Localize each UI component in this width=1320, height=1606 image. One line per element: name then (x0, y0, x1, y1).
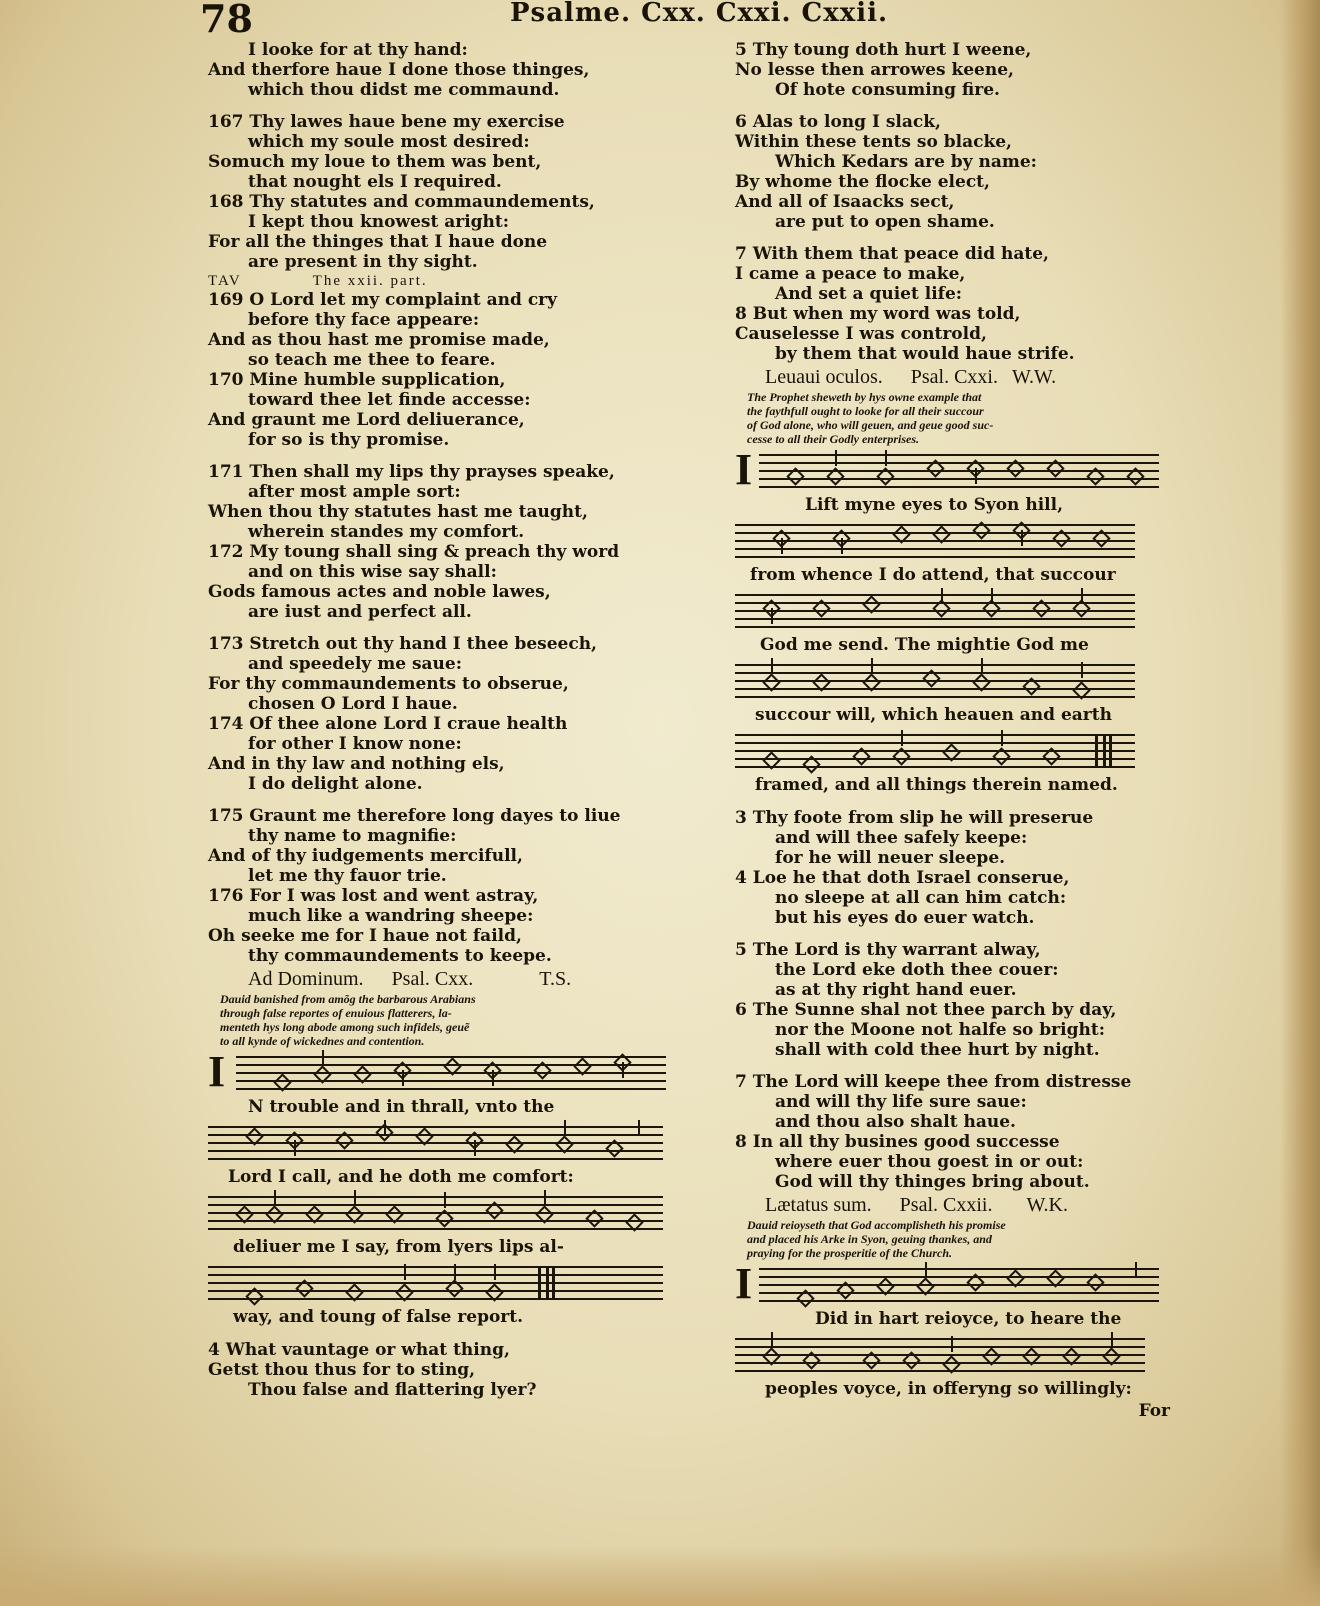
verse-172: 172 My toung shall sing & preach thy word (208, 542, 620, 562)
staff-lines (759, 454, 1159, 488)
lyric-line: deliuer me I say, from lyers lips al- (233, 1237, 564, 1257)
psalm-122-heading (735, 1192, 1170, 1218)
verse-7b: 7 The Lord will keepe thee from distresse (735, 1072, 1132, 1092)
verse-173: 173 Stretch out thy hand I thee beseech, (208, 634, 597, 654)
verse-line: are put to open shame. (775, 212, 995, 232)
argument-line: Dauid banished from amõg the barbarous Arabians (220, 992, 476, 1006)
verse-169: 169 O Lord let my complaint and cry (208, 290, 558, 310)
verse-line: Of hote consuming fire. (775, 80, 1000, 100)
verse-line: thy commaundements to keepe. (248, 946, 552, 966)
music-staff (208, 1047, 678, 1096)
verse-line: For thy commaundements to obserue, (208, 674, 569, 694)
verse-line: By whome the flocke elect, (735, 172, 990, 192)
catchword: For (1138, 1401, 1170, 1421)
verse-line: for so is thy promise. (248, 430, 450, 450)
verse-line: I came a peace to make, (735, 264, 966, 284)
psalm-author: T.S. (539, 968, 572, 990)
verse-175: 175 Graunt me therefore long dayes to liue (208, 806, 621, 826)
staff-lines (735, 664, 1135, 698)
psalm-title: Ad Dominum. (248, 968, 364, 990)
verse-7: 7 With them that peace did hate, (735, 244, 1049, 264)
staff-lines (759, 1268, 1159, 1302)
page-number: 78 (200, 0, 253, 41)
left-column (208, 40, 678, 1400)
verse-line: And of thy iudgements mercifull, (208, 846, 523, 866)
music-staff (735, 730, 1170, 772)
verse-8: 8 But when my word was told, (735, 304, 1021, 324)
lyric-line: framed, and all things therein named. (755, 775, 1118, 795)
argument-line: the faythfull ought to looke for all their succour (747, 404, 984, 418)
music-staff (735, 1259, 1170, 1308)
argument-line: of God alone, who will geuen, and geue good suc- (747, 418, 994, 432)
verse-line: by them that would haue strife. (775, 344, 1075, 364)
staff-lines (208, 1126, 663, 1160)
verse-line: Getst thou thus for to sting, (208, 1360, 476, 1380)
part-heading (208, 272, 678, 290)
psalm-argument (735, 1218, 1170, 1260)
verse-line: and speedely me saue: (248, 654, 462, 674)
verse-line: much like a wandring sheepe: (248, 906, 534, 926)
verse-line: as at thy right hand euer. (775, 980, 1017, 1000)
argument-line: The Prophet sheweth by hys owne example that (747, 390, 982, 404)
verse-4: 4 What vauntage or what thing, (208, 1340, 510, 1360)
lyric-line: Did in hart reioyce, to heare the (815, 1309, 1122, 1329)
verse-line: And in thy law and nothing els, (208, 754, 505, 774)
verse-line: the Lord eke doth thee couer: (775, 960, 1059, 980)
running-head: Psalme. Cxx. Cxxi. Cxxii. (510, 0, 889, 28)
staff-lines (208, 1196, 663, 1230)
verse-line: And graunt me Lord deliuerance, (208, 410, 525, 430)
verse-line: nor the Moone not halfe so bright: (775, 1020, 1105, 1040)
page-header (190, 0, 970, 41)
music-staff (208, 1262, 678, 1304)
music-staff (735, 660, 1170, 702)
staff-lines (735, 1338, 1145, 1372)
verse-line: are iust and perfect all. (248, 602, 472, 622)
lyric-line: way, and toung of false report. (233, 1307, 524, 1327)
lyric-line: Lord I call, and he doth me comfort: (228, 1167, 574, 1187)
lyric-line: N trouble and in thrall, vnto the (248, 1097, 555, 1117)
verse-174: 174 Of thee alone Lord I craue health (208, 714, 568, 734)
lyric-line: from whence I do attend, that succour (750, 565, 1116, 585)
verse-line: I looke for at thy hand: (248, 40, 468, 60)
verse-line: and will thy life sure saue: (775, 1092, 1027, 1112)
verse-line: When thou thy statutes hast me taught, (208, 502, 588, 522)
verse-line: wherein standes my comfort. (248, 522, 525, 542)
verse-4: 4 Loe he that doth Israel conserue, (735, 868, 1070, 888)
drop-initial: I (208, 1047, 226, 1096)
verse-line: And as thou hast me promise made, (208, 330, 550, 350)
psalm-title: Leuaui oculos. (765, 366, 883, 388)
verse-line: I do delight alone. (248, 774, 423, 794)
verse-line: so teach me thee to feare. (248, 350, 496, 370)
verse-line: chosen O Lord I haue. (248, 694, 458, 714)
psalm-author: W.W. (1012, 366, 1057, 388)
argument-line: praying for the prosperitie of the Church. (747, 1246, 953, 1260)
verse-8b: 8 In all thy busines good successe (735, 1132, 1060, 1152)
psalm-121-heading (735, 364, 1170, 390)
verse-line: no sleepe at all can him catch: (775, 888, 1067, 908)
verse-line: that nought els I required. (248, 172, 502, 192)
verse-171: 171 Then shall my lips thy prayses speake, (208, 462, 615, 482)
verse-6b: 6 The Sunne shal not thee parch by day, (735, 1000, 1117, 1020)
argument-line: menteth hys long abode among such infidels, geuẽ (220, 1020, 470, 1034)
verse-line: before thy face appeare: (248, 310, 480, 330)
verse-line: where euer thou goest in or out: (775, 1152, 1084, 1172)
page-edge-bottom (0, 1546, 1320, 1606)
part-label: TAV (208, 273, 242, 289)
verse-line: and thou also shalt haue. (775, 1112, 1016, 1132)
psalm-120-heading (208, 966, 678, 992)
lyric-line: God me send. The mightie God me (760, 635, 1089, 655)
verse-line: No lesse then arrowes keene, (735, 60, 1014, 80)
verse-line: Causelesse I was controld, (735, 324, 987, 344)
music-staff (208, 1192, 678, 1234)
argument-line: Dauid reioyseth that God accomplisheth his promise (747, 1218, 1006, 1232)
verse-line: Which Kedars are by name: (775, 152, 1037, 172)
verse-line: And all of Isaacks sect, (735, 192, 955, 212)
verse-line: Somuch my loue to them was bent, (208, 152, 542, 172)
verse-line: let me thy fauor trie. (248, 866, 447, 886)
verse-line: toward thee let finde accesse: (248, 390, 531, 410)
verse-176: 176 For I was lost and went astray, (208, 886, 539, 906)
psalm-title: Lætatus sum. (765, 1194, 872, 1216)
argument-line: to all kynde of wickednes and contention. (220, 1034, 425, 1048)
music-staff (735, 1334, 1170, 1376)
argument-line: cesse to all their Godly enterprises. (747, 432, 919, 446)
psalm-argument (208, 992, 678, 1048)
verse-line: for other I know none: (248, 734, 462, 754)
psalm-ref: Psal. Cxxii. (899, 1194, 993, 1216)
music-staff (735, 590, 1170, 632)
verse-167: 167 Thy lawes haue bene my exercise (208, 112, 565, 132)
right-column (735, 40, 1170, 1422)
verse-line: I kept thou knowest aright: (248, 212, 510, 232)
verse-3: 3 Thy foote from slip he will preserue (735, 808, 1094, 828)
verse-line: Gods famous actes and noble lawes, (208, 582, 551, 602)
verse-line: Oh seeke me for I haue not faild, (208, 926, 522, 946)
verse-line: but his eyes do euer watch. (775, 908, 1035, 928)
verse-line: and on this wise say shall: (248, 562, 497, 582)
verse-line: shall with cold thee hurt by night. (775, 1040, 1100, 1060)
verse-line: thy name to magnifie: (248, 826, 457, 846)
verse-170: 170 Mine humble supplication, (208, 370, 506, 390)
verse-168: 168 Thy statutes and commaundements, (208, 192, 595, 212)
verse-5: 5 Thy toung doth hurt I weene, (735, 40, 1032, 60)
verse-line: and will thee safely keepe: (775, 828, 1028, 848)
psalm-argument (735, 390, 1170, 446)
lyric-line: Lift myne eyes to Syon hill, (805, 495, 1063, 515)
staff-lines (236, 1056, 666, 1090)
part-title: The xxii. part. (312, 273, 428, 289)
verse-line: And therfore haue I done those thinges, (208, 60, 590, 80)
verse-line: Within these tents so blacke, (735, 132, 1012, 152)
page-edge-right (1280, 0, 1320, 1606)
psalm-ref: Psal. Cxx. (391, 968, 474, 990)
lyric-line: succour will, which heauen and earth (755, 705, 1112, 725)
verse-line: Thou false and flattering lyer? (248, 1380, 537, 1400)
verse-5b: 5 The Lord is thy warrant alway, (735, 940, 1041, 960)
staff-lines (735, 594, 1135, 628)
staff-lines (735, 734, 1135, 768)
music-staff (735, 520, 1170, 562)
staff-lines (208, 1266, 663, 1300)
verse-line: which thou didst me commaund. (248, 80, 560, 100)
verse-line: are present in thy sight. (248, 252, 478, 272)
argument-line: through false reportes of enuious flatterers, la- (220, 1006, 452, 1020)
psalm-author: W.K. (1026, 1194, 1068, 1216)
music-staff (208, 1122, 678, 1164)
lyric-line: peoples voyce, in offeryng so willingly: (765, 1379, 1132, 1399)
verse-6: 6 Alas to long I slack, (735, 112, 941, 132)
verse-line: for he will neuer sleepe. (775, 848, 1006, 868)
drop-initial: I (735, 1259, 753, 1308)
verse-line: after most ample sort: (248, 482, 461, 502)
verse-line: For all the thinges that I haue done (208, 232, 548, 252)
argument-line: and placed his Arke in Syon, geuing thankes, and (747, 1232, 992, 1246)
verse-line: And set a quiet life: (775, 284, 963, 304)
psalm-ref: Psal. Cxxi. (910, 366, 998, 388)
staff-lines (735, 524, 1135, 558)
music-staff (735, 445, 1170, 494)
verse-line: God will thy thinges bring about. (775, 1172, 1090, 1192)
verse-line: which my soule most desired: (248, 132, 530, 152)
drop-initial: I (735, 445, 753, 494)
